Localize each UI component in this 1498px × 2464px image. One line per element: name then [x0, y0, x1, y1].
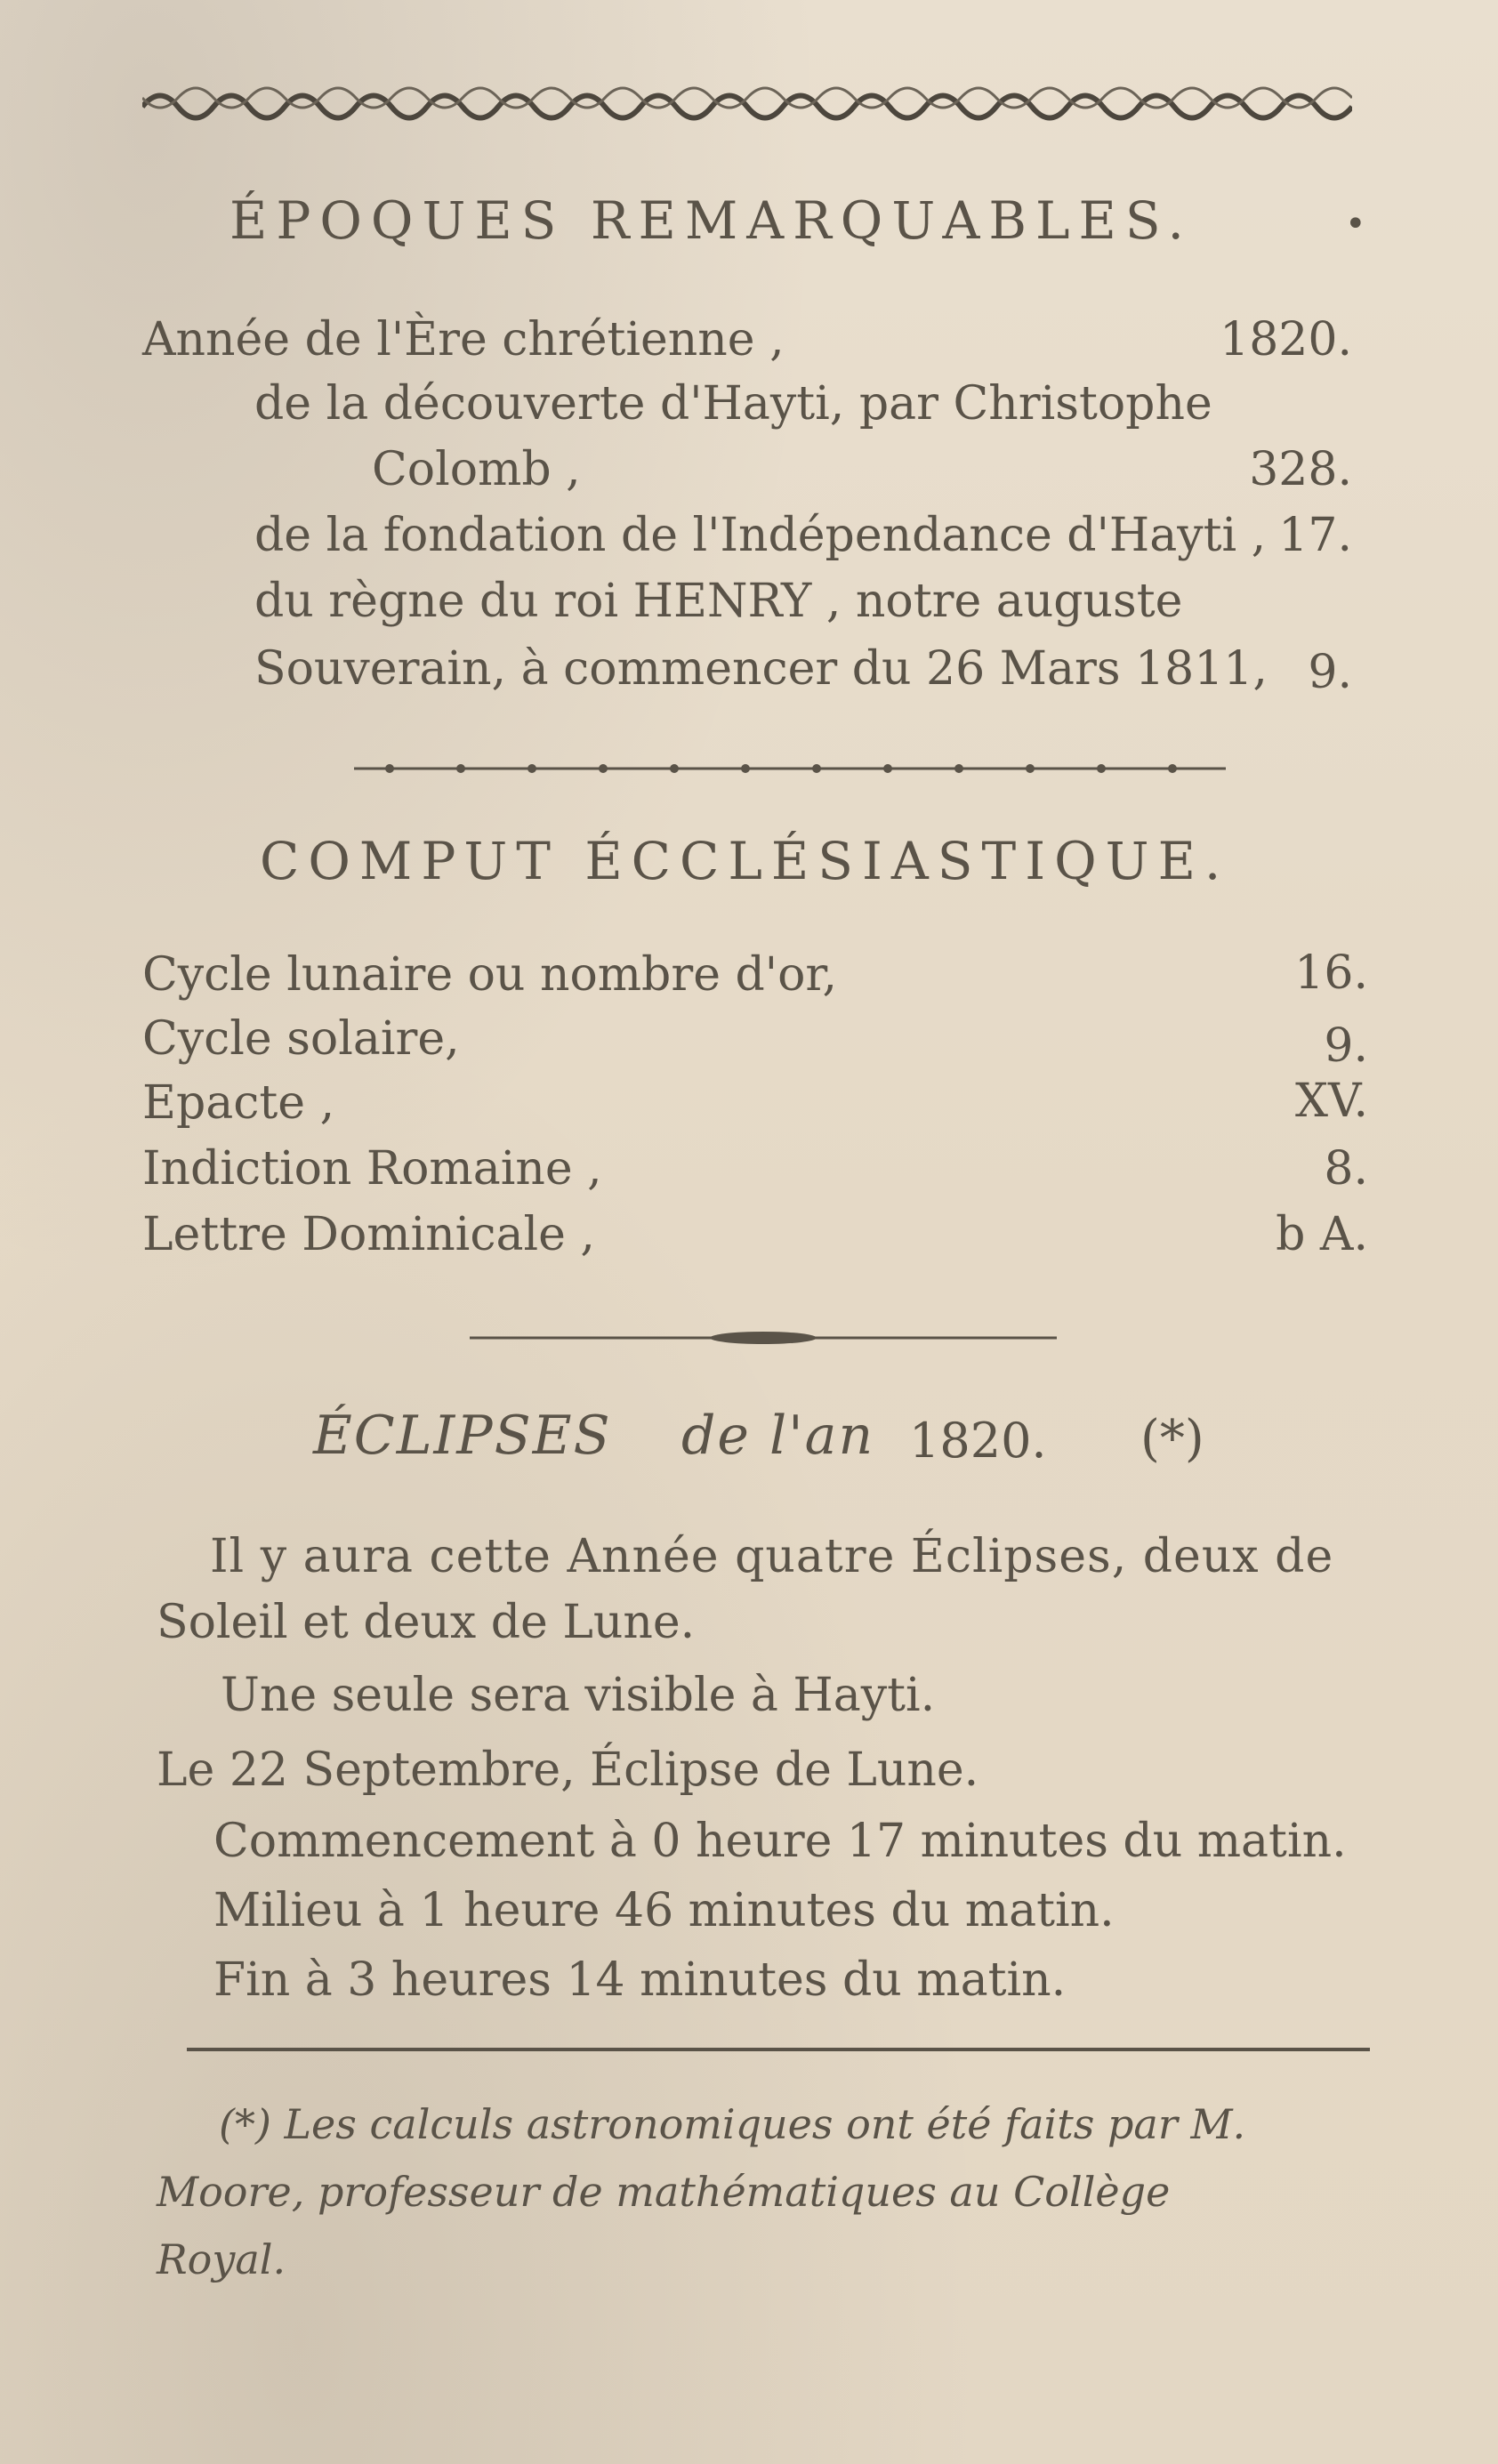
- comput-row-label: Cycle solaire,: [142, 1012, 460, 1066]
- eclipses-line: Le 22 Septembre, Éclipse de Lune.: [157, 1743, 979, 1797]
- eclipses-line: Soleil et deux de Lune.: [157, 1596, 696, 1649]
- epoques-row-text: du règne du roi HENRY , notre auguste: [254, 575, 1183, 628]
- comput-row-value: b A.: [1276, 1208, 1368, 1261]
- ornamental-border: [142, 80, 1352, 121]
- comput-row-value: XV.: [1294, 1075, 1368, 1128]
- epoques-row-text: de la fondation de l'Indépendance d'Hayti ,: [254, 509, 1267, 562]
- epoques-row-value: 1820.: [1220, 313, 1352, 366]
- epoques-row-value: 17.: [1278, 509, 1352, 562]
- comput-row-value: 16.: [1294, 946, 1368, 1000]
- eclipses-line: Commencement à 0 heure 17 minutes du matin.: [213, 1815, 1347, 1868]
- eclipses-line: Milieu à 1 heure 46 minutes du matin.: [213, 1884, 1115, 1937]
- epoques-row-text: Souverain, à commencer du 26 Mars 1811,: [254, 642, 1268, 696]
- ornamental-divider: [354, 758, 1226, 779]
- rule-divider: [470, 1329, 1057, 1347]
- comput-heading: COMPUT ÉCCLÉSIASTIQUE.: [260, 831, 1230, 891]
- heading-mark: •: [1345, 204, 1366, 245]
- comput-row-label: Cycle lunaire ou nombre d'or,: [142, 948, 838, 1002]
- footnote-line: Royal.: [157, 2235, 286, 2283]
- comput-row-value: 8.: [1324, 1142, 1368, 1196]
- eclipses-line: Il y aura cette Année quatre Éclipses, deux de: [210, 1530, 1334, 1583]
- eclipses-line: Une seule sera visible à Hayti.: [221, 1669, 936, 1722]
- epoques-row-text: Année de l'Ère chrétienne ,: [142, 313, 785, 366]
- comput-row-label: Epacte ,: [142, 1076, 335, 1130]
- comput-row-label: Indiction Romaine ,: [142, 1142, 602, 1196]
- epoques-row-value: 9.: [1308, 646, 1352, 699]
- epoques-heading: ÉPOQUES REMARQUABLES.: [230, 190, 1193, 251]
- epoques-row-value: 328.: [1249, 443, 1352, 496]
- epoques-row-text: de la découverte d'Hayti, par Christophe: [254, 377, 1212, 431]
- eclipses-heading-note: (*): [1140, 1410, 1204, 1468]
- eclipses-heading-year: 1820.: [909, 1413, 1047, 1469]
- eclipses-line: Fin à 3 heures 14 minutes du matin.: [213, 1953, 1067, 2007]
- footnote-rule: [187, 2048, 1370, 2051]
- footnote-line: (*) Les calculs astronomiques ont été faits par M.: [219, 2100, 1246, 2148]
- epoques-row-text: Colomb ,: [372, 443, 581, 496]
- comput-row-value: 9.: [1324, 1019, 1368, 1073]
- eclipses-heading-word: ÉCLIPSES: [313, 1405, 612, 1467]
- eclipses-heading-phrase: de l'an: [681, 1405, 875, 1467]
- footnote-line: Moore, professeur de mathématiques au Collège: [157, 2168, 1171, 2216]
- comput-row-label: Lettre Dominicale ,: [142, 1208, 595, 1261]
